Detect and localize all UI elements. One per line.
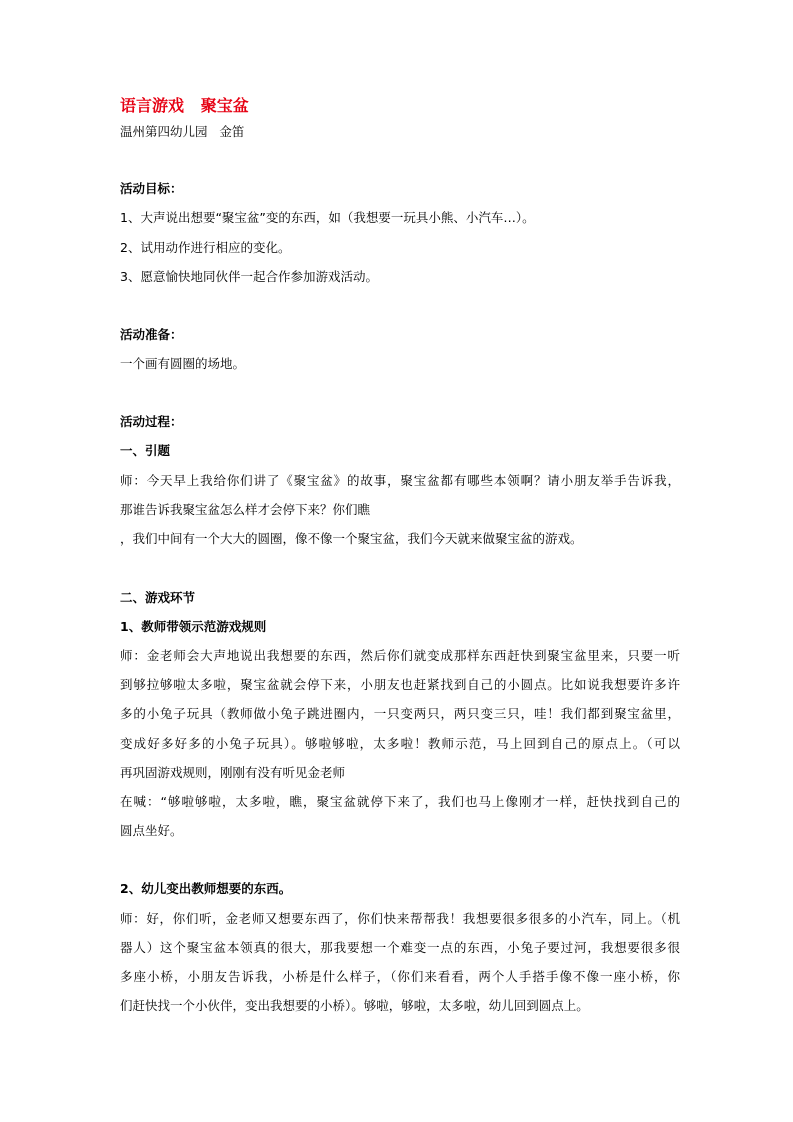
paragraph-line: 到够拉够啦太多啦，聚宝盆就会停下来，小朋友也赶紧找到自己的小圆点。比如说我想要许多许	[120, 677, 680, 692]
goal-item: 1、大声说出想要“聚宝盆”变的东西，如（我想要一玩具小熊、小汽车…）。	[120, 210, 535, 225]
paragraph-line: 多的小兔子玩具（教师做小兔子跳进圈内，一只变两只，两只变三只，哇！我们都到聚宝盆里，	[120, 706, 680, 721]
paragraph-line: ，我们中间有一个大大的圆圈，像不像一个聚宝盆，我们今天就来做聚宝盆的游戏。	[120, 531, 583, 546]
goals-heading: 活动目标：	[120, 181, 183, 196]
goal-item: 2、试用动作进行相应的变化。	[120, 240, 291, 255]
paragraph-line: 在喊：“够啦够啦，太多啦，瞧，聚宝盆就停下来了，我们也马上像刚才一样，赶快找到自己的	[120, 794, 680, 809]
paragraph-line: 器人）这个聚宝盆本领真的很大，那我要想一个难变一点的东西，小兔子要过河，我想要很多很	[120, 940, 680, 955]
paragraph-line: 多座小桥，小朋友告诉我，小桥是什么样子，（你们来看看，两个人手搭手像不像一座小桥，你	[120, 969, 680, 984]
document-author: 温州第四幼儿园 金笛	[120, 124, 245, 139]
section2-heading: 二、游戏环节	[120, 590, 196, 605]
paragraph-line: 变成好多好多的小兔子玩具）。够啦够啦，太多啦！教师示范，马上回到自己的原点上。（可以	[120, 736, 680, 751]
paragraph-line: 师：金老师会大声地说出我想要的东西，然后你们就变成那样东西赶快到聚宝盆里来，只要一听	[120, 648, 680, 663]
paragraph-line: 师：好，你们听，金老师又想要东西了，你们快来帮帮我！我想要很多很多的小汽车，同上。（机	[120, 911, 680, 926]
paragraph-line: 那谁告诉我聚宝盆怎么样才会停下来？你们瞧	[120, 502, 371, 517]
process-heading: 活动过程：	[120, 414, 183, 429]
preparation-heading: 活动准备：	[120, 327, 183, 342]
goal-item: 3、愿意愉快地同伙伴一起合作参加游戏活动。	[120, 269, 378, 284]
section1-heading: 一、引题	[120, 443, 171, 458]
subsection2-heading: 2、幼儿变出教师想要的东西。	[120, 881, 292, 896]
preparation-text: 一个画有圆圈的场地。	[120, 356, 246, 371]
paragraph-line: 们赶快找一个小伙伴，变出我想要的小桥）。够啦，够啦，太多啦，幼儿回到圆点上。	[120, 998, 589, 1013]
subsection1-heading: 1、教师带领示范游戏规则	[120, 619, 267, 634]
paragraph-line: 圆点坐好。	[120, 823, 183, 838]
paragraph-line: 再巩固游戏规则，刚刚有没有听见金老师	[120, 765, 346, 780]
document-title: 语言游戏 聚宝盆	[120, 96, 249, 115]
paragraph-line: 师：今天早上我给你们讲了《聚宝盆》的故事，聚宝盆都有哪些本领啊？请小朋友举手告诉我，	[120, 473, 680, 488]
